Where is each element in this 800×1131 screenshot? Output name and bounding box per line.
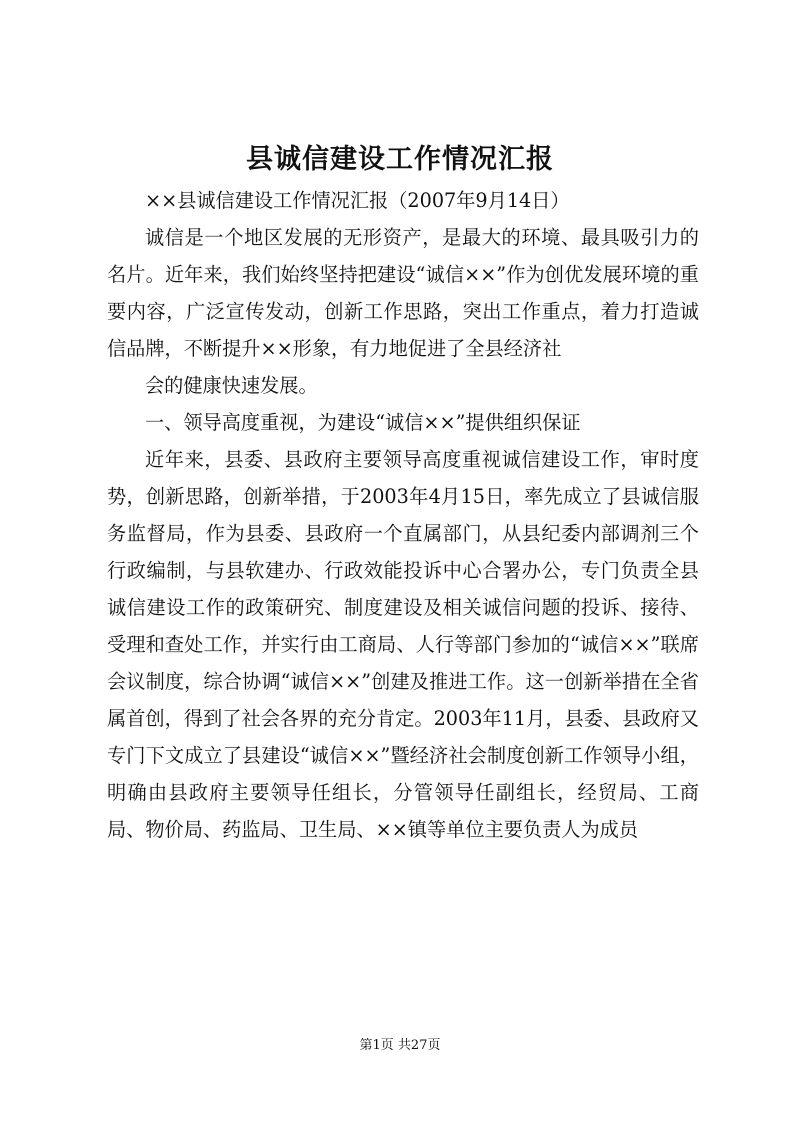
section-heading: 一、领导高度重视，为建设“诚信××”提供组织保证 <box>145 411 581 434</box>
page-footer: 第1页 共27页 <box>359 1038 441 1053</box>
intro-paragraph: 诚信是一个地区发展的无形资产，是最大的环境、最具吸引力的名片。近年来，我们始终坚持把建设“诚信××”作为创优发展环境的重要内容，广泛宣传发动，创新工作思路，突出工作重点，着力打造诚信品牌，不断提升××形象，有力地促进了全县经济社 <box>107 226 699 360</box>
document-body <box>107 182 699 848</box>
intro-continuation-paragraph: 会的健康快速发展。 <box>145 374 318 397</box>
subtitle-paragraph: ××县诚信建设工作情况汇报（2007年9月14日） <box>145 189 570 212</box>
document-title: 县诚信建设工作情况汇报 <box>246 144 554 175</box>
section-body-paragraph: 近年来，县委、县政府主要领导高度重视诚信建设工作，审时度势，创新思路，创新举措，于2003年4月15日，率先成立了县诚信服务监督局，作为县委、县政府一个直属部门，从县纪委内部调剂三个行政编制，与县软建办、行政效能投诉中心合署办公，专门负责全县诚信建设工作的政策研究、制度建设及相关诚信问题的投诉、接待、受理和查处工作，并实行由工商局、人行等部门参加的“诚信××”联席会议制度，综合协调“诚信××”创建及推进工作。这一创新举措在全省属首创，得到了社会各界的充分肯定。2003年11月，县委、县政府又专门下文成立了县建设“诚信××”暨经济社会制度创新工作领导小组，明确由县政府主要领导任组长，分管领导任副组长，经贸局、工商局、物价局、药监局、卫生局、××镇等单位主要负责人为成员 <box>107 448 699 841</box>
